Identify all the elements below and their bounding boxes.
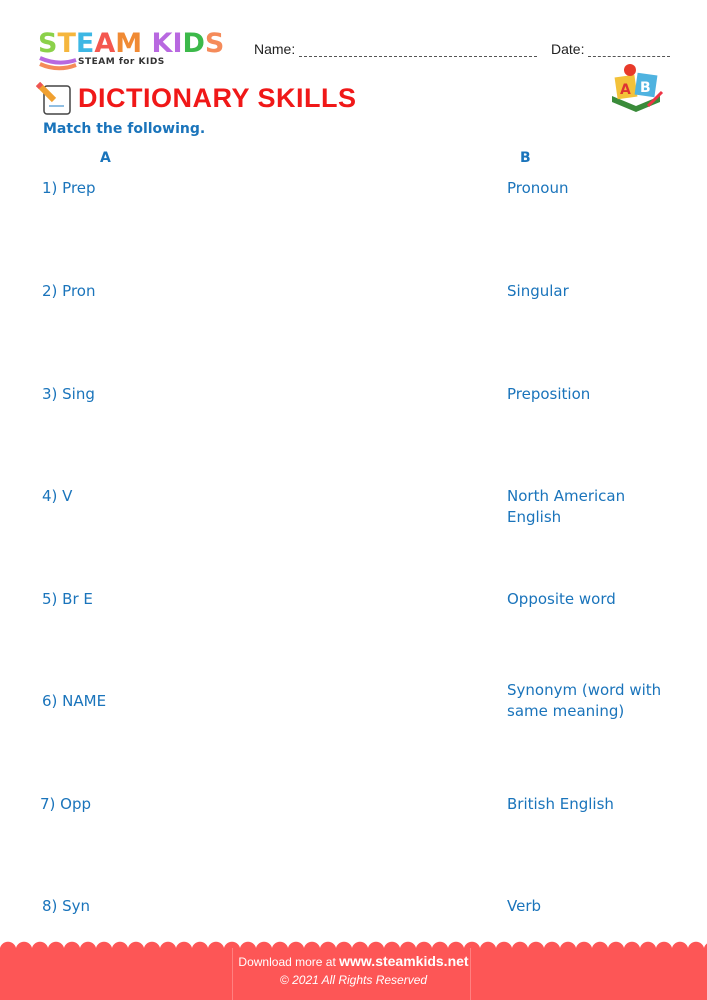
logo-letter: I bbox=[172, 28, 183, 59]
item-b: North American English bbox=[507, 487, 626, 526]
column-a-header: A bbox=[100, 150, 111, 166]
svg-text:B: B bbox=[640, 80, 651, 96]
item-b: Synonym (word with same meaning) bbox=[507, 681, 662, 720]
date-label: Date: bbox=[551, 41, 585, 57]
site-link[interactable]: www.steamkids.net bbox=[339, 953, 469, 969]
logo-letter: D bbox=[182, 28, 205, 59]
logo-letter: S bbox=[204, 28, 225, 59]
copyright: © 2021 All Rights Reserved bbox=[279, 973, 428, 987]
logo-letter: T bbox=[57, 28, 76, 59]
logo-letter: S bbox=[38, 28, 58, 59]
item-a: 2) Pron bbox=[42, 282, 96, 300]
logo-swoosh-icon bbox=[38, 56, 78, 72]
item-a: 3) Sing bbox=[42, 385, 95, 403]
logo-tagline: STEAM for KIDS bbox=[78, 57, 165, 67]
item-a: 6) NAME bbox=[42, 692, 107, 710]
item-b: Singular bbox=[507, 282, 569, 300]
item-b: British English bbox=[507, 795, 614, 813]
item-b: Preposition bbox=[507, 385, 591, 403]
logo-letter: K bbox=[151, 28, 173, 59]
pencil-paper-icon bbox=[36, 80, 74, 116]
logo bbox=[38, 30, 224, 57]
item-a: 5) Br E bbox=[42, 590, 93, 608]
footer-download bbox=[0, 953, 707, 969]
page-title: DICTIONARY SKILLS bbox=[78, 83, 357, 113]
item-b: Opposite word bbox=[507, 590, 616, 608]
logo-letter: M bbox=[115, 28, 143, 59]
name-field[interactable] bbox=[254, 41, 537, 57]
item-b: Pronoun bbox=[507, 179, 569, 197]
instruction: Match the following. bbox=[43, 121, 206, 137]
item-b: Verb bbox=[507, 897, 542, 915]
svg-text:A: A bbox=[620, 82, 631, 98]
name-label: Name: bbox=[254, 41, 296, 57]
abc-book-icon bbox=[608, 62, 664, 112]
date-field[interactable] bbox=[551, 41, 670, 57]
download-text: Download more at bbox=[238, 955, 336, 969]
item-a: 4) V bbox=[42, 487, 73, 505]
column-b-header: B bbox=[520, 150, 531, 166]
logo-letter: E bbox=[75, 28, 95, 59]
item-a: 7) Opp bbox=[40, 795, 92, 813]
item-a: 1) Prep bbox=[42, 179, 96, 197]
item-a: 8) Syn bbox=[42, 897, 91, 915]
logo-letter: A bbox=[94, 28, 116, 59]
logo-letter bbox=[142, 30, 151, 57]
